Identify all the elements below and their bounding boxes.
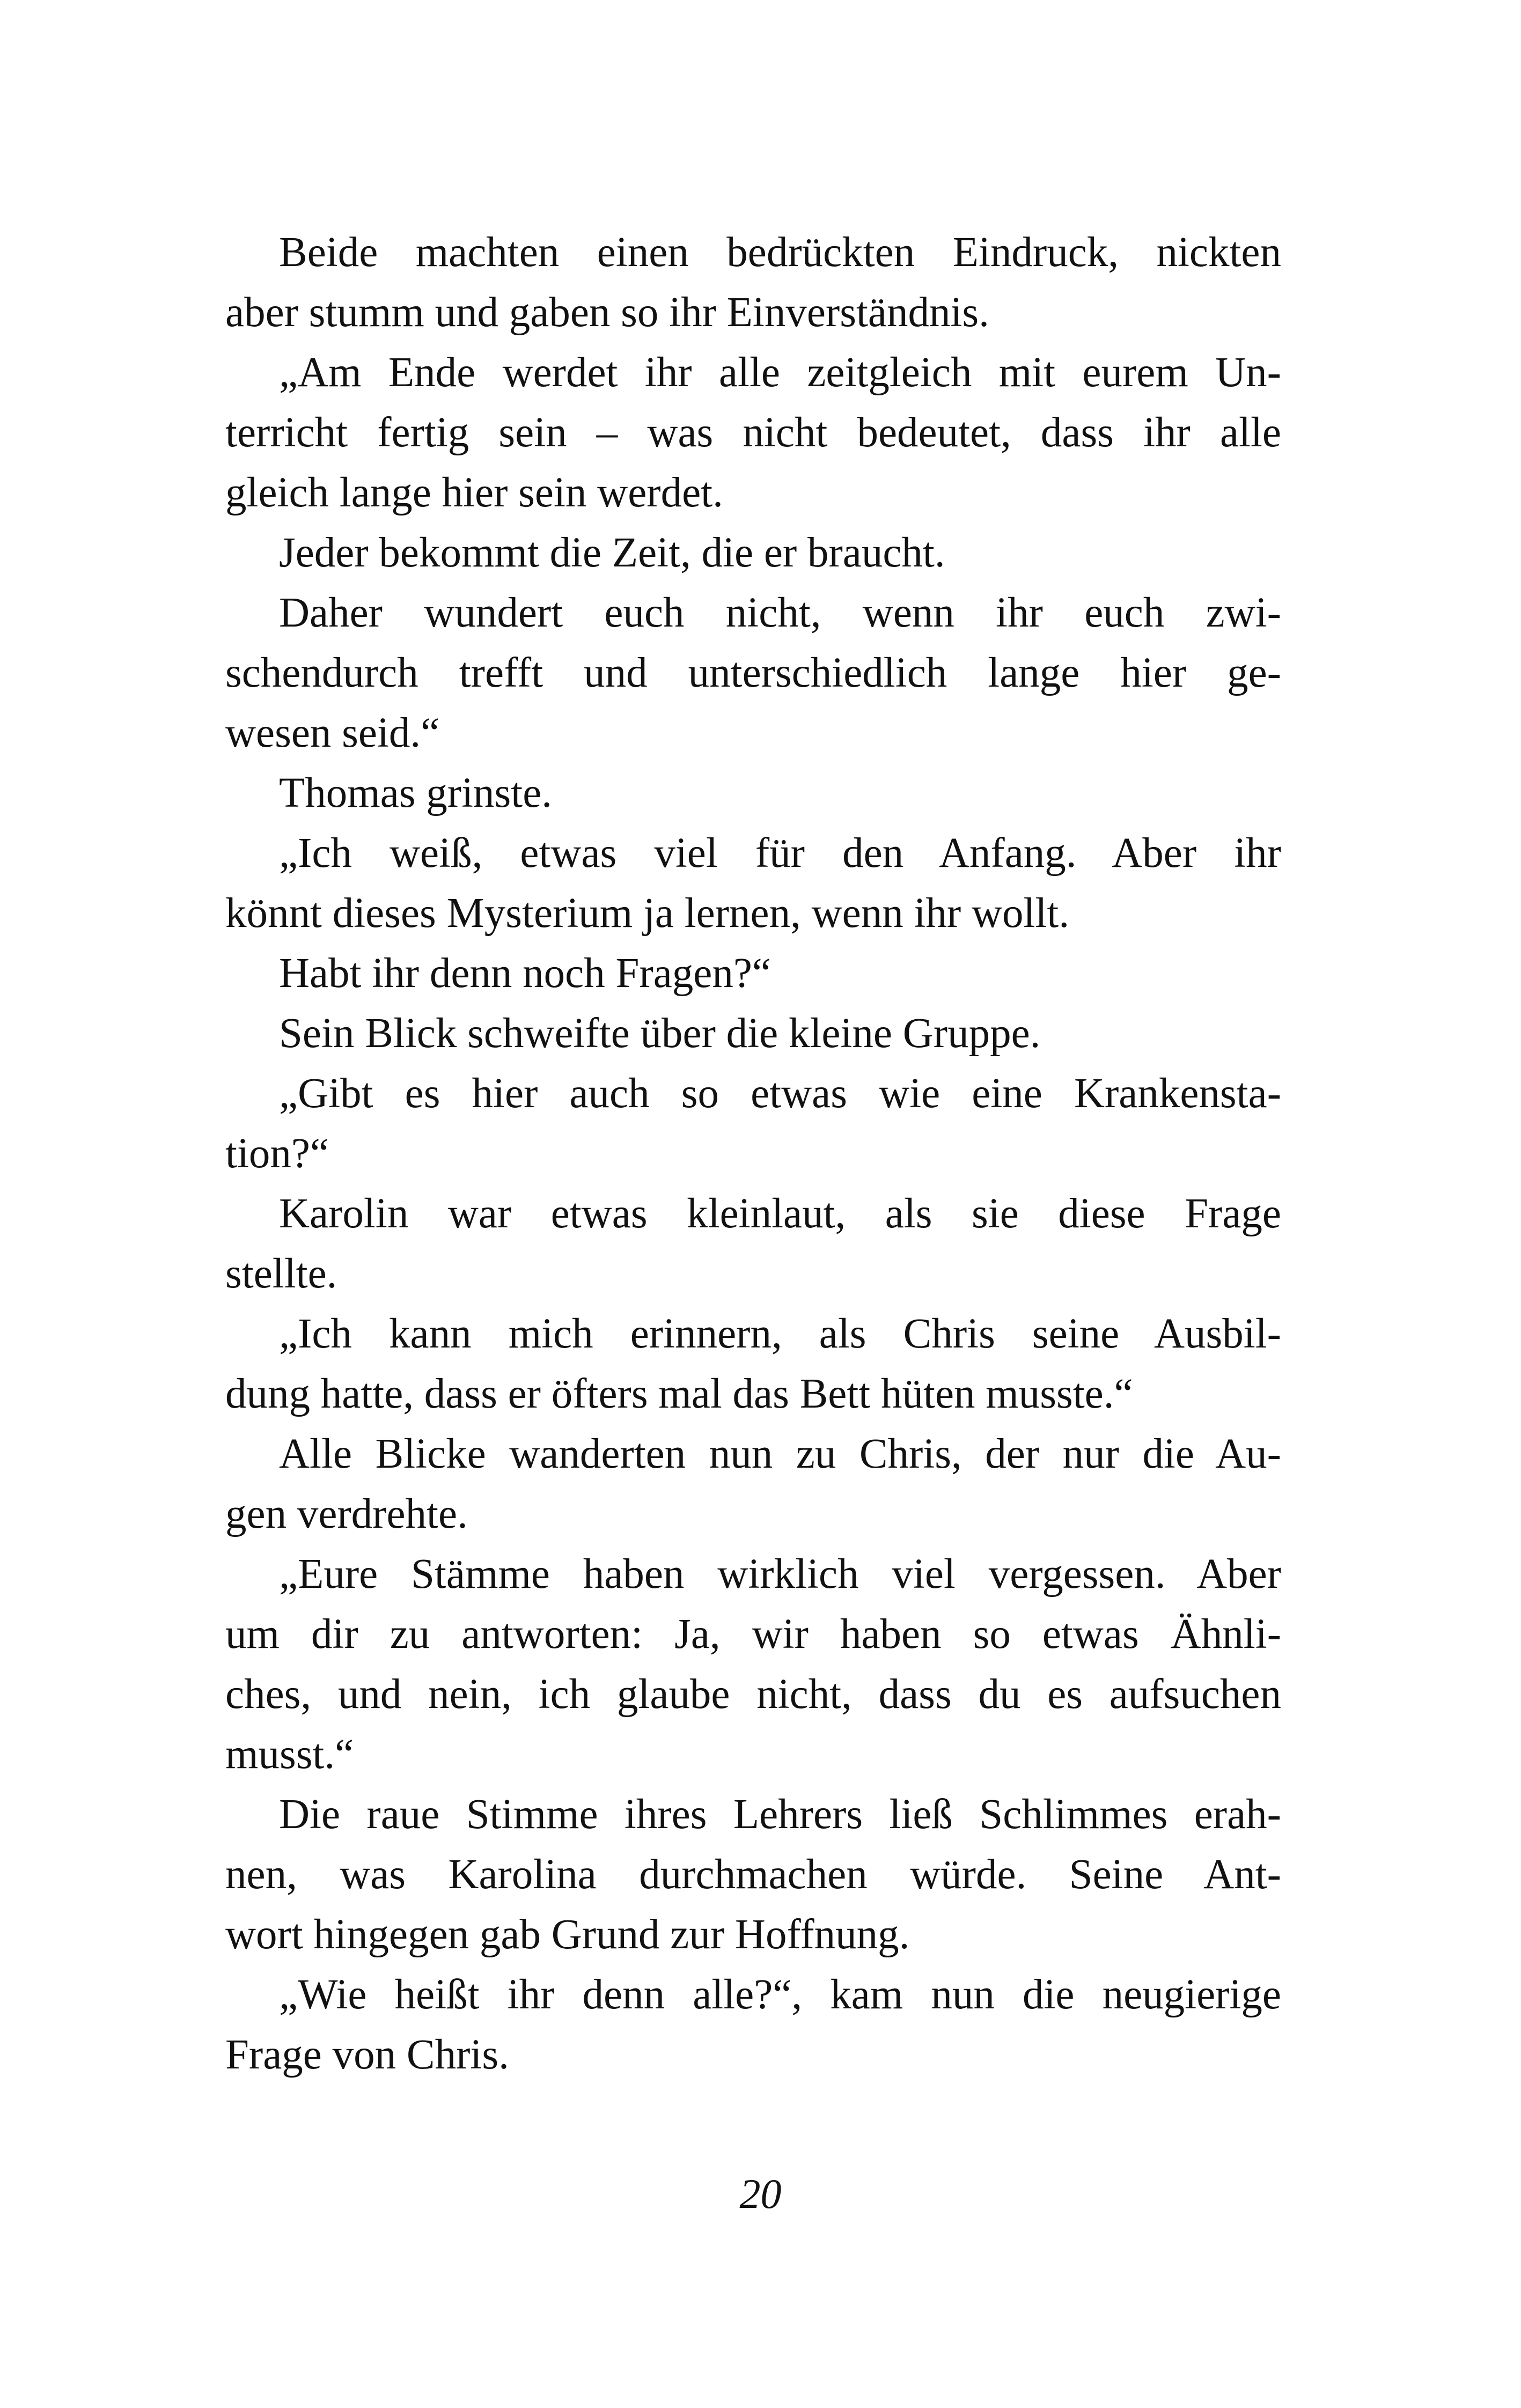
text-line: ches, und nein, ich glaube nicht, dass du es aufsuchen xyxy=(225,1671,1281,1718)
text-line: Frage von Chris. xyxy=(225,2031,509,2078)
text-line: wesen seid.“ xyxy=(225,710,440,756)
text-line: gleich lange hier sein werdet. xyxy=(225,469,723,516)
text-line: um dir zu antworten: Ja, wir haben so etwas Ähnli- xyxy=(225,1611,1281,1658)
text-line: „Ich weiß, etwas viel für den Anfang. Aber ihr xyxy=(279,830,1281,877)
text-line: Habt ihr denn noch Fragen?“ xyxy=(279,950,771,997)
text-line: nen, was Karolina durchmachen würde. Seine Ant- xyxy=(225,1851,1281,1898)
text-line: Daher wundert euch nicht, wenn ihr euch zwi- xyxy=(279,590,1281,636)
text-line: dung hatte, dass er öfters mal das Bett hüten musste.“ xyxy=(225,1371,1133,1417)
text-line: Thomas grinste. xyxy=(279,770,553,816)
text-line: „Am Ende werdet ihr alle zeitgleich mit eurem Un- xyxy=(279,349,1281,396)
text-line: wort hingegen gab Grund zur Hoffnung. xyxy=(225,1911,910,1958)
text-line: könnt dieses Mysterium ja lernen, wenn ihr wollt. xyxy=(225,890,1070,937)
text-line: tion?“ xyxy=(225,1130,329,1177)
text-line: stellte. xyxy=(225,1250,337,1297)
text-line: schendurch trefft und unterschiedlich lange hier ge- xyxy=(225,650,1281,696)
text-line: Karolin war etwas kleinlaut, als sie diese Frage xyxy=(279,1190,1281,1237)
body-text xyxy=(225,223,1281,2085)
text-line: Jeder bekommt die Zeit, die er braucht. xyxy=(279,529,945,576)
text-line: Die raue Stimme ihres Lehrers ließ Schlimmes erah- xyxy=(279,1791,1281,1838)
text-line: musst.“ xyxy=(225,1731,354,1778)
text-line: „Gibt es hier auch so etwas wie eine Krankensta- xyxy=(279,1070,1281,1117)
text-line: Sein Blick schweifte über die kleine Gruppe. xyxy=(279,1010,1041,1057)
text-line: terricht fertig sein – was nicht bedeutet, dass ihr alle xyxy=(225,409,1281,456)
text-line: Beide machten einen bedrückten Eindruck, nickten xyxy=(279,229,1281,276)
text-line: aber stumm und gaben so ihr Einverständnis. xyxy=(225,289,989,336)
text-line: „Eure Stämme haben wirklich viel vergessen. Aber xyxy=(279,1551,1281,1597)
text-line: Alle Blicke wanderten nun zu Chris, der nur die Au- xyxy=(279,1431,1281,1477)
text-line: gen verdrehte. xyxy=(225,1491,468,1537)
page-number: 20 xyxy=(739,2170,782,2217)
text-line: „Wie heißt ihr denn alle?“, kam nun die neugierige xyxy=(279,1971,1281,2018)
text-line: „Ich kann mich erinnern, als Chris seine Ausbil- xyxy=(279,1310,1281,1357)
